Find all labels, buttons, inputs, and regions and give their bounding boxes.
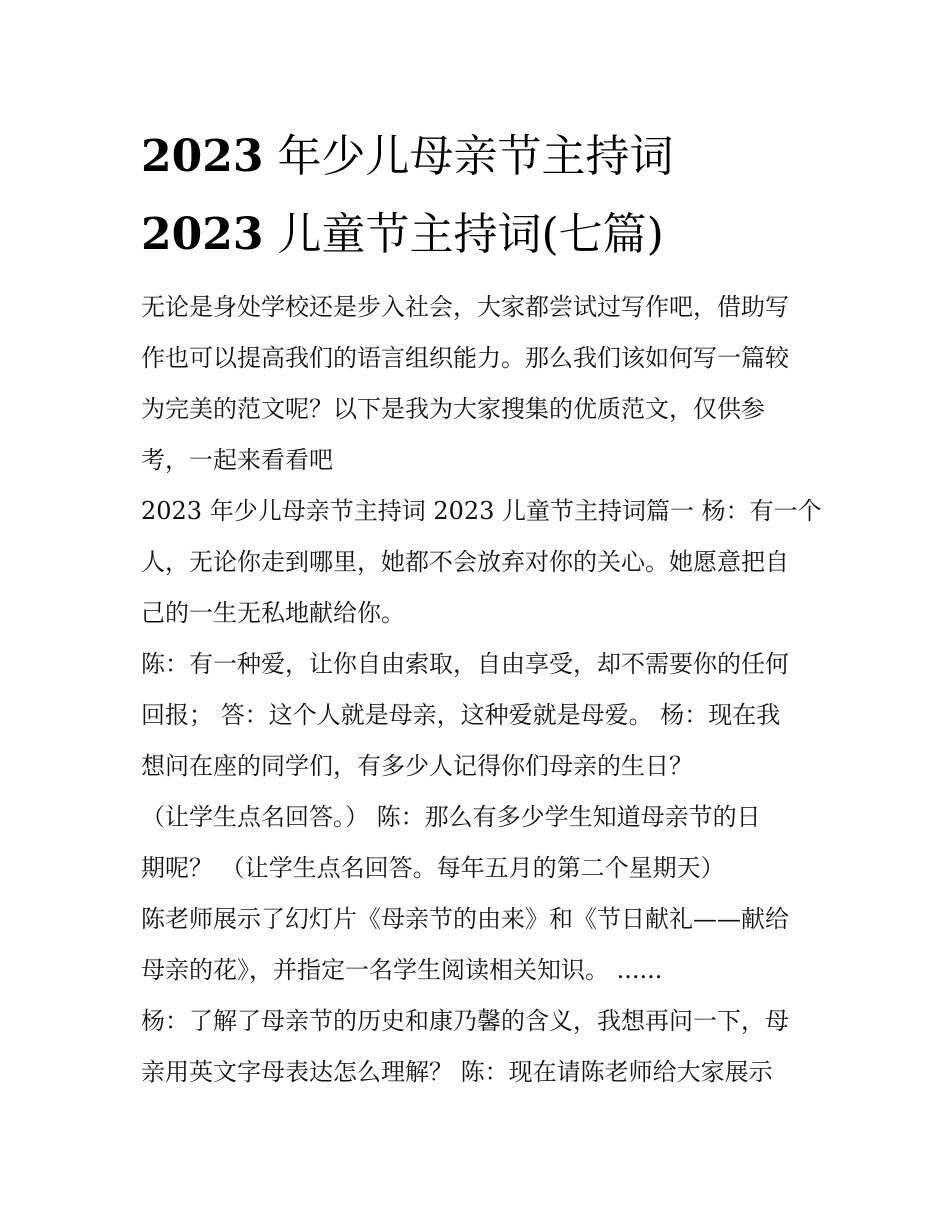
text-line: 期呢？ （让学生点名回答。每年五月的第二个星期天） <box>141 854 725 882</box>
text-line: 人，无论你走到哪里，她都不会放弃对你的关心。她愿意把自 <box>141 548 789 576</box>
text-line: 作也可以提高我们的语言组织能力。那么我们该如何写一篇较 <box>141 344 789 372</box>
document-title-line-2 <box>141 196 813 274</box>
text-line: 亲用英文字母表达怎么理解？ 陈：现在请陈老师给大家展示 <box>141 1058 773 1086</box>
text-line: 杨：了解了母亲节的历史和康乃馨的含义，我想再问一下，母 <box>141 1007 789 1035</box>
text-line: 想问在座的同学们，有多少人记得你们母亲的生日？ <box>141 752 693 780</box>
title-text: 儿童节主持词(七篇) <box>277 209 664 260</box>
text-line: 2023 年少儿母亲节主持词 2023 儿童节主持词篇一 杨：有一个 <box>141 497 822 525</box>
paragraph-piece-one <box>141 486 822 639</box>
title-year: 2023 <box>141 131 264 182</box>
text-line: 无论是身处学校还是步入社会，大家都尝试过写作吧，借助写 <box>141 293 789 321</box>
paragraph-dialogue-2 <box>141 792 813 894</box>
document-content <box>141 118 822 1098</box>
text-line: 陈老师展示了幻灯片《母亲节的由来》和《节日献礼——献给 <box>141 905 789 933</box>
title-text: 年少儿母亲节主持词 <box>277 131 674 182</box>
text-line: 己的一生无私地献给你。 <box>141 599 405 627</box>
text-line: 回报； 答：这个人就是母亲，这种爱就是母爱。 杨：现在我 <box>141 701 781 729</box>
text-line: 为完美的范文呢？以下是我为大家搜集的优质范文，仅供参 <box>141 395 765 423</box>
document-body <box>141 282 822 1098</box>
title-year: 2023 <box>141 209 264 260</box>
text-line: 母亲的花》，并指定一名学生阅读相关知识。 ...... <box>141 956 663 984</box>
paragraph-dialogue-4 <box>141 996 813 1098</box>
text-line: （让学生点名回答。） 陈：那么有多少学生知道母亲节的日 <box>141 803 761 831</box>
text-line: 考，一起来看看吧 <box>141 446 333 474</box>
paragraph-dialogue-1 <box>141 639 813 792</box>
paragraph-intro <box>141 282 813 486</box>
paragraph-dialogue-3 <box>141 894 813 996</box>
text-line: 陈：有一种爱，让你自由索取，自由享受，却不需要你的任何 <box>141 650 789 678</box>
document-title-line-1 <box>141 118 813 196</box>
